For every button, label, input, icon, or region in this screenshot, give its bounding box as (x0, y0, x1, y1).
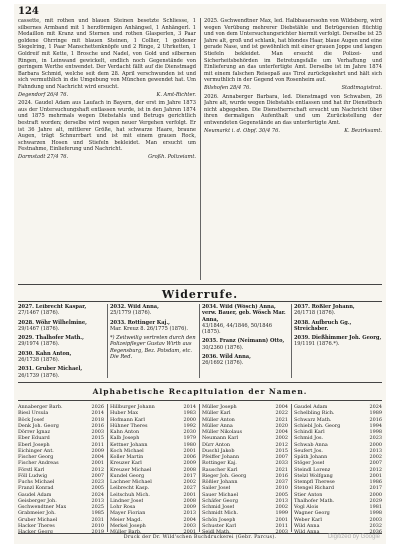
column-divider (199, 404, 200, 532)
index-number: 2016 (91, 422, 104, 429)
revocations-grid (18, 304, 382, 378)
revocation-reference: 19/1191 (1876.*). (294, 341, 340, 348)
index-name: Merkel Joseph (110, 522, 146, 529)
index-name: Schmidt Mich. (202, 510, 239, 517)
index-number: 2007 (91, 472, 104, 479)
revocation-name: Wöhr Wilhelmine, (35, 319, 87, 326)
index-number: 2001 (91, 460, 104, 467)
right-text-column (204, 18, 382, 280)
index-name: Dörrer Ignaz (18, 429, 51, 435)
index-name: Eichinger Ant. (18, 447, 54, 454)
index-number: 1998 (369, 510, 382, 517)
index-number: 2014 (183, 404, 196, 410)
index-number: 2020 (275, 422, 288, 429)
index-name: Kahn Anton (110, 429, 140, 435)
index-number: 2012 (275, 441, 288, 448)
index-number: 2017 (183, 472, 196, 479)
revocation-name: Leibrecht Kaspar, (35, 304, 87, 310)
index-number: 2005 (275, 491, 288, 498)
index-name: Leibrecht Kasp. (110, 485, 150, 492)
index-name: Schmid Josef (202, 504, 235, 510)
left-text-column (18, 18, 196, 198)
index-name: Müller Barb. (110, 529, 142, 535)
index-name: Hillburger Johann (110, 404, 155, 410)
index-name: Hofmann Karl (110, 416, 145, 423)
revocation-name: Aufbruch Gg., Streichsber. (294, 319, 352, 332)
notice-paragraph: 2025. Gschwendtner Max, led. Halbbauerssohn von Wildsberg, wird wegen Verübung mehrerer Diebstähle und Betrügereien flüchtig und von dem Untersuchungsrichter hiermit verfolgt. Derselbe ist 25 Jahre alt, groß und schlank, hat blondes Haar, blaue Augen und eine gerade Nase, und ist gewöhnlich mit einer grauen Joppe und langen Stiefeln bekleidet. Man ersucht die Polizei- und Sicherheitsbehörden im Betretungsfalle um Verhaftung und Einlieferung an das unterfertigte Amt. Derselbe ist im Jahre 1874 mit einem falschen Reisepaß aus Tirol zurückgekehrt und hält sich vermuthlich in der Gegend von Rosenheim auf. (204, 18, 382, 84)
section-rule (18, 301, 382, 302)
index-name: Thalhofer Math. (294, 497, 335, 504)
revocation-name: Kahn Anton, (35, 350, 72, 357)
revocation-number: 2037. (294, 304, 310, 310)
index-name: Duschl Jakob (202, 447, 235, 454)
revocation-reference: 26/1718 (1876). (294, 310, 336, 317)
index-name: Kreuzer Michael (110, 466, 152, 473)
revocation-number: 2038. (294, 319, 310, 326)
notice-place-date: Bilshofen 28/4 76. (204, 85, 251, 92)
index-number: 1992 (183, 422, 196, 429)
revocation-entry (294, 320, 382, 333)
index-number: 2025 (91, 504, 104, 510)
index-name: Fuchs Michael (18, 479, 55, 485)
index-name: Lohr Rosa (110, 504, 136, 510)
index-number: 2010 (275, 485, 288, 492)
index-number: 1980 (183, 441, 196, 448)
revocation-name: Franz (Neimann) Otto, (219, 338, 285, 345)
index-name: Denk Joh. Georg (18, 422, 59, 429)
index-name: Schmid Jos. (294, 435, 324, 442)
index-number: 2037 (275, 479, 288, 485)
index-column (18, 404, 104, 535)
index-number: 2024 (369, 404, 382, 410)
column-divider (107, 304, 108, 378)
revocations-column (18, 304, 104, 382)
revocation-reference: 43/1846, 44/1846, 50/1846 (1875). (202, 322, 272, 336)
index-name: Lachner Michael (110, 479, 152, 485)
index-name: Stöger Josef (294, 460, 325, 467)
revocations-column (294, 304, 382, 351)
index-number: 2009 (183, 460, 196, 467)
index-name: Schiebl Joh. Georg (294, 422, 341, 429)
index-name: Seidl Math. (202, 529, 231, 535)
index-number: 2004 (183, 516, 196, 523)
index-number: 2012 (91, 466, 104, 473)
index-name: Hacker Georg (18, 529, 53, 535)
revocation-number: 2030. (18, 350, 34, 357)
index-name: Rößler Johann (202, 479, 238, 485)
index-name: Späth Johann (294, 454, 328, 460)
index-number: 2003 (91, 429, 104, 435)
column-divider (291, 404, 292, 532)
index-name: Meier Magd. (110, 516, 142, 523)
index-number: 2024 (91, 491, 104, 498)
index-name: Sauer Michael (202, 491, 239, 498)
index-number: 2019 (91, 529, 104, 535)
index-number: 2027 (183, 485, 196, 492)
index-number: 2008 (183, 466, 196, 473)
index-number: 2018 (91, 416, 104, 423)
index-number: 2000 (369, 441, 382, 448)
index-name: Wild Anna (294, 522, 320, 529)
index-number: 2000 (183, 416, 196, 423)
index-name: Gschwendtner Max (18, 504, 67, 510)
index-number: 2015 (275, 447, 288, 454)
index-name: Geisberger Joh. (18, 497, 57, 504)
index-name: Mayer Fiorian (110, 510, 146, 517)
index-number: 2026 (91, 404, 104, 410)
index-name: Fischer Georg (18, 454, 54, 460)
revocation-entry (18, 366, 104, 379)
index-name: Kreuzer Karl (110, 460, 142, 467)
index-name: Kundel Georg (110, 472, 145, 479)
section-rule (18, 382, 382, 383)
index-name: Schäfer Georg (202, 497, 238, 504)
index-name: Koch Michael (110, 447, 144, 454)
notice-paragraph: cassette, mit rothen und blauen Steinen besetzte Schliesse, 1 silbernes Armband mit 1 herzförmigen Anhängsel, 1 Anhängerl. 1 Medaillon mit Kranz und Sternen und rothen Glasperlen, 3 Paar goldene Ohrringe mit blauen Steinen, 1 Collier, 1 goldener Siegelring, 1 Paar Manschettenknöpfe und 2 Ringe, 2 Uhrketten, 1 Goldreif mit Kette, 1 Brosche und Nadel, von Gold und silbernen Ringen, in Leinwand gewickelt, endlich noch Gegenstände von geringem Werthe entwendet. Der Verdacht fällt auf die Dienstmagd Barbara Schmid, welche seit dem 28. April verschwunden ist und sich vermuthlich in die Umgebung von München gewendet hat. Um Fahndung und Nachricht wird ersucht. (18, 18, 196, 90)
section-rule (18, 400, 382, 401)
revocation-name: Wild (Wösch) Anna, verw. Bauer, geb. Wösch Mar. Anna, (202, 304, 286, 323)
revocation-entry (202, 304, 288, 335)
revocation-entry (110, 335, 196, 360)
index-number: 1994 (369, 422, 382, 429)
index-number: 1999 (275, 510, 288, 517)
revocations-column (202, 304, 288, 370)
index-number: 2032 (369, 522, 382, 529)
index-number: 2036 (369, 529, 382, 535)
index-name: Koller Martin (110, 454, 144, 460)
revocation-reference: 27/1467 (1876). (18, 310, 60, 317)
index-name: Gruber Michael (18, 516, 58, 523)
revocation-reference: 29/1467 (1876). (18, 325, 60, 332)
index-name: Hühner Theres (110, 422, 148, 429)
index-number: 2008 (183, 497, 196, 504)
index-number: 2013 (183, 510, 196, 517)
index-number: 2016 (275, 472, 288, 479)
index-number: 2002 (369, 454, 382, 460)
revocation-entry (294, 335, 382, 348)
index-name: Annaberger Barb. (18, 404, 63, 410)
index-number: 2006 (183, 454, 196, 460)
revocation-name: Thalhofer Math., (35, 335, 84, 342)
revocation-entry (18, 335, 104, 348)
index-name: Müller Joseph (202, 404, 237, 410)
index-number: 2009 (91, 447, 104, 454)
revocation-number: 2033. (110, 319, 126, 326)
index-number: 2013 (91, 497, 104, 504)
index-name: Rieger Joh. Georg (202, 472, 247, 479)
revocation-number: 2031. (18, 366, 34, 373)
revocation-name: Wild Anna, (219, 354, 251, 361)
revocation-number: 2036. (202, 354, 218, 361)
revocation-entry (110, 304, 196, 317)
notice-authority: K. Bezirksamt. (344, 128, 382, 134)
index-name: Franzl Konrad (18, 485, 54, 492)
newspaper-page (14, 4, 386, 544)
notice-place-date: Neumarkt i. d. Obpf. 30/4 76. (204, 128, 280, 134)
index-name: Schön Joseph (202, 516, 236, 523)
index-name: Neumann Karl (202, 435, 239, 442)
notice-authority: Stadtmagistrat. (341, 85, 382, 92)
index-name: Stier Anton (294, 491, 323, 498)
index-number: 2023 (91, 479, 104, 485)
index-number: 1981 (369, 504, 382, 510)
index-number: 2013 (275, 497, 288, 504)
index-number: 1979 (183, 435, 196, 442)
revocation-name: Wild Anna, (127, 304, 159, 310)
revocation-entry (294, 304, 382, 317)
index-number: 2014 (91, 410, 104, 417)
index-number: 2022 (275, 410, 288, 417)
index-name: Rauscher Karl (202, 466, 238, 473)
index-number: 1998 (369, 429, 382, 435)
index-name: Grabmeier Joh. (18, 510, 56, 517)
revocation-entry (18, 304, 104, 317)
index-name: Kalb Joseph (110, 435, 140, 442)
index-number: 2011 (91, 441, 104, 448)
page-number: 124 (18, 6, 39, 17)
index-number: 2001 (183, 491, 196, 498)
index-number: 2011 (275, 522, 288, 529)
index-number: 2002 (275, 504, 288, 510)
revocation-number: 2039. (294, 335, 310, 342)
revocation-number: 2034. (202, 304, 218, 310)
index-name: Vogl Alois (294, 504, 319, 510)
index-name: Hacker Theres (18, 522, 55, 529)
index-name: Stelzl Wolfgang (294, 472, 333, 479)
section-rule (18, 284, 382, 285)
index-name: Gaudel Adam (18, 491, 52, 498)
index-name: Dürr Anton (202, 441, 231, 448)
index-name: Wild Anna (294, 529, 320, 535)
index-number: 2012 (369, 466, 382, 473)
index-name: Pfeiffer Johann (202, 454, 240, 460)
index-number: 2017 (369, 485, 382, 492)
index-number: 2007 (369, 460, 382, 467)
index-number: 1989 (369, 410, 382, 417)
revocation-reference: Mar. Kreuz 8. 26/1775 (1876). (110, 325, 189, 332)
index-number: 1983 (183, 410, 196, 417)
index-number: 2000 (369, 491, 382, 498)
index-number: 2004 (275, 429, 288, 435)
index-name: Schuster Karl (202, 522, 237, 529)
revocation-reference: 26/1739 (1876). (18, 372, 60, 379)
name-index (18, 404, 382, 535)
index-name: Kettner Johann (110, 441, 148, 448)
revocation-entry (110, 320, 196, 333)
index-number: 2016 (369, 416, 382, 423)
index-name: Eberl Joseph (18, 441, 50, 448)
revocation-number: 2035. (202, 338, 218, 345)
revocation-reference: *) Zeitweilig vertreten durch den Polizeipfleger Gustav Wirth aus Regensburg, Bez. Potsdam, etc. Die Red. (110, 335, 196, 361)
revocation-name: Rottinger Kaj., (127, 319, 170, 326)
revocations-column (110, 304, 196, 363)
index-name: Rottinger Kaj. (202, 460, 237, 467)
revocation-entry (18, 351, 104, 364)
notice-paragraph: 2026. Annaberger Barbara, led. Dienstmagd von Schwaben, 26 Jahre alt, wurde wegen Diebstahls entlassen und hat ihr Dienstbuch nicht abgegeben. Die Dienstherrschaft ersucht um Nachricht über ihren dermaligen Aufenthalt und um Zurückstellung der entwendeten Gegenstände an das unterfertigte Amt. (204, 93, 382, 126)
index-name: Biesl Ursula (18, 410, 49, 417)
index-heading: Alphabetische Recapitulation der Namen. (92, 387, 308, 396)
index-name: Sailer Josef (202, 485, 231, 492)
printer-imprint: Druck der Dr. Wild'schen Buchdruckerei (Gebr. Parcus). (123, 535, 277, 540)
revocation-reference: 25/1779 (1876). (110, 310, 152, 317)
index-name: Stempfl Therese (294, 479, 335, 485)
index-name: Steindl Lorenz (294, 466, 331, 473)
index-number: 2029 (369, 497, 382, 504)
notice-place-date: Degendorf 26/4 76. (18, 92, 69, 99)
index-name: Schelbling Rich. (294, 410, 335, 417)
index-name: Müller Karl (202, 410, 231, 417)
revocation-entry (202, 338, 288, 351)
index-number: 2033 (275, 460, 288, 467)
revocation-number: 2028. (18, 319, 34, 326)
index-number: 2002 (183, 479, 196, 485)
index-number: 2021 (275, 416, 288, 423)
index-name: Schindl Karl (294, 429, 325, 435)
index-name: Seufert Jos. (294, 447, 323, 454)
index-number: 2001 (183, 447, 196, 454)
notice-authority: Großh. Polizeiamt. (148, 154, 196, 161)
index-number: 2004 (91, 454, 104, 460)
column-divider (199, 304, 200, 378)
revocation-reference: 29/1974 (1876). (18, 341, 60, 348)
revocation-name: Dießhimmer Joh. Georg, (311, 335, 382, 342)
revocation-entry (202, 354, 288, 367)
revocation-reference: 30/2360 (1876). (202, 344, 244, 351)
revocations-heading: Widerrufe. (161, 288, 239, 301)
index-name: Weber Karl (294, 516, 322, 523)
index-name: Müller Anna (202, 422, 233, 429)
revocation-reference: 26/1738 (1876). (18, 357, 60, 364)
index-number: 1985 (91, 510, 104, 517)
index-number: 2023 (369, 435, 382, 442)
revocation-name: Rößler Johann, (311, 304, 355, 310)
index-number: 1986 (369, 479, 382, 485)
index-number: 2010 (91, 522, 104, 529)
index-number: 2031 (91, 516, 104, 523)
notice-place-date: Darmstadt 27/4 76. (18, 154, 69, 161)
index-number: 2004 (275, 404, 288, 410)
digitized-watermark: Digitized by Google (327, 534, 380, 540)
index-number: 2003 (275, 529, 288, 535)
revocation-entry (18, 320, 104, 333)
index-number: 2015 (91, 435, 104, 442)
column-divider (107, 404, 108, 532)
index-name: Gaudel Adam (294, 404, 328, 410)
index-number: 2005 (91, 485, 104, 492)
notice-authority: K. Amt-Richter. (156, 92, 196, 99)
revocation-number: 2032. (110, 304, 126, 310)
revocation-name: Gruber Michael, (35, 366, 83, 373)
index-name: Lindner Josef (110, 497, 144, 504)
index-number: 2003 (369, 516, 382, 523)
index-number: 2002 (275, 435, 288, 442)
index-number: 2001 (369, 472, 382, 479)
revocation-number: 2027. (18, 304, 34, 310)
column-divider (200, 18, 201, 280)
index-name: Schwab Anna (294, 441, 328, 448)
index-number: 2003 (183, 522, 196, 529)
index-name: Böck Josef (18, 416, 44, 423)
index-name: Wagner Georg (294, 510, 330, 517)
index-number: 2009 (183, 504, 196, 510)
index-name: Müller Nikolaus (202, 429, 242, 435)
index-number: 2013 (369, 447, 382, 454)
index-number: 2001 (183, 529, 196, 535)
index-name: Schwarz Math. (294, 416, 332, 423)
index-name: Müller Anton (202, 416, 235, 423)
index-name: Stengel Richard (294, 485, 335, 492)
index-name: Eber Eduard (18, 435, 50, 442)
index-name: Förstl Karl (18, 466, 45, 473)
index-number: 2001 (275, 516, 288, 523)
notice-paragraph: 2024. Gaudel Adam aus Laufach in Bayern, der erst im Jahre 1873 aus der Untersuchungshaft entlassen wurde, ist in den Jahren 1874 und 1875 mehrmals wegen Diebstahls und Betrugs gerichtlich bestraft worden; derselbe wird wegen neuer Vergehen verfolgt. Er ist 36 Jahre alt, mittlerer Größe, hat schwarze Haare, braune Augen, trägt Schnurrbart und ist mit einem grauen Rock, schwarzen Hosen und Stiefeln bekleidet. Man ersucht um Festnahme, Einlieferung und Nachricht. (18, 100, 196, 153)
index-name: Huber Max (110, 410, 139, 417)
revocation-reference: 26/1692 (1876). (202, 360, 244, 367)
index-column (294, 404, 382, 535)
index-name: Fischer Andreas (18, 460, 59, 467)
revocation-number: 2029. (18, 335, 34, 342)
index-column (110, 404, 196, 535)
index-column (202, 404, 288, 535)
column-divider (291, 304, 292, 378)
index-number: 2030 (183, 429, 196, 435)
index-number: 2007 (275, 454, 288, 460)
index-name: Leitschuh Mich. (110, 491, 150, 498)
index-number: 2021 (275, 466, 288, 473)
index-name: Föll Ludwig (18, 472, 48, 479)
